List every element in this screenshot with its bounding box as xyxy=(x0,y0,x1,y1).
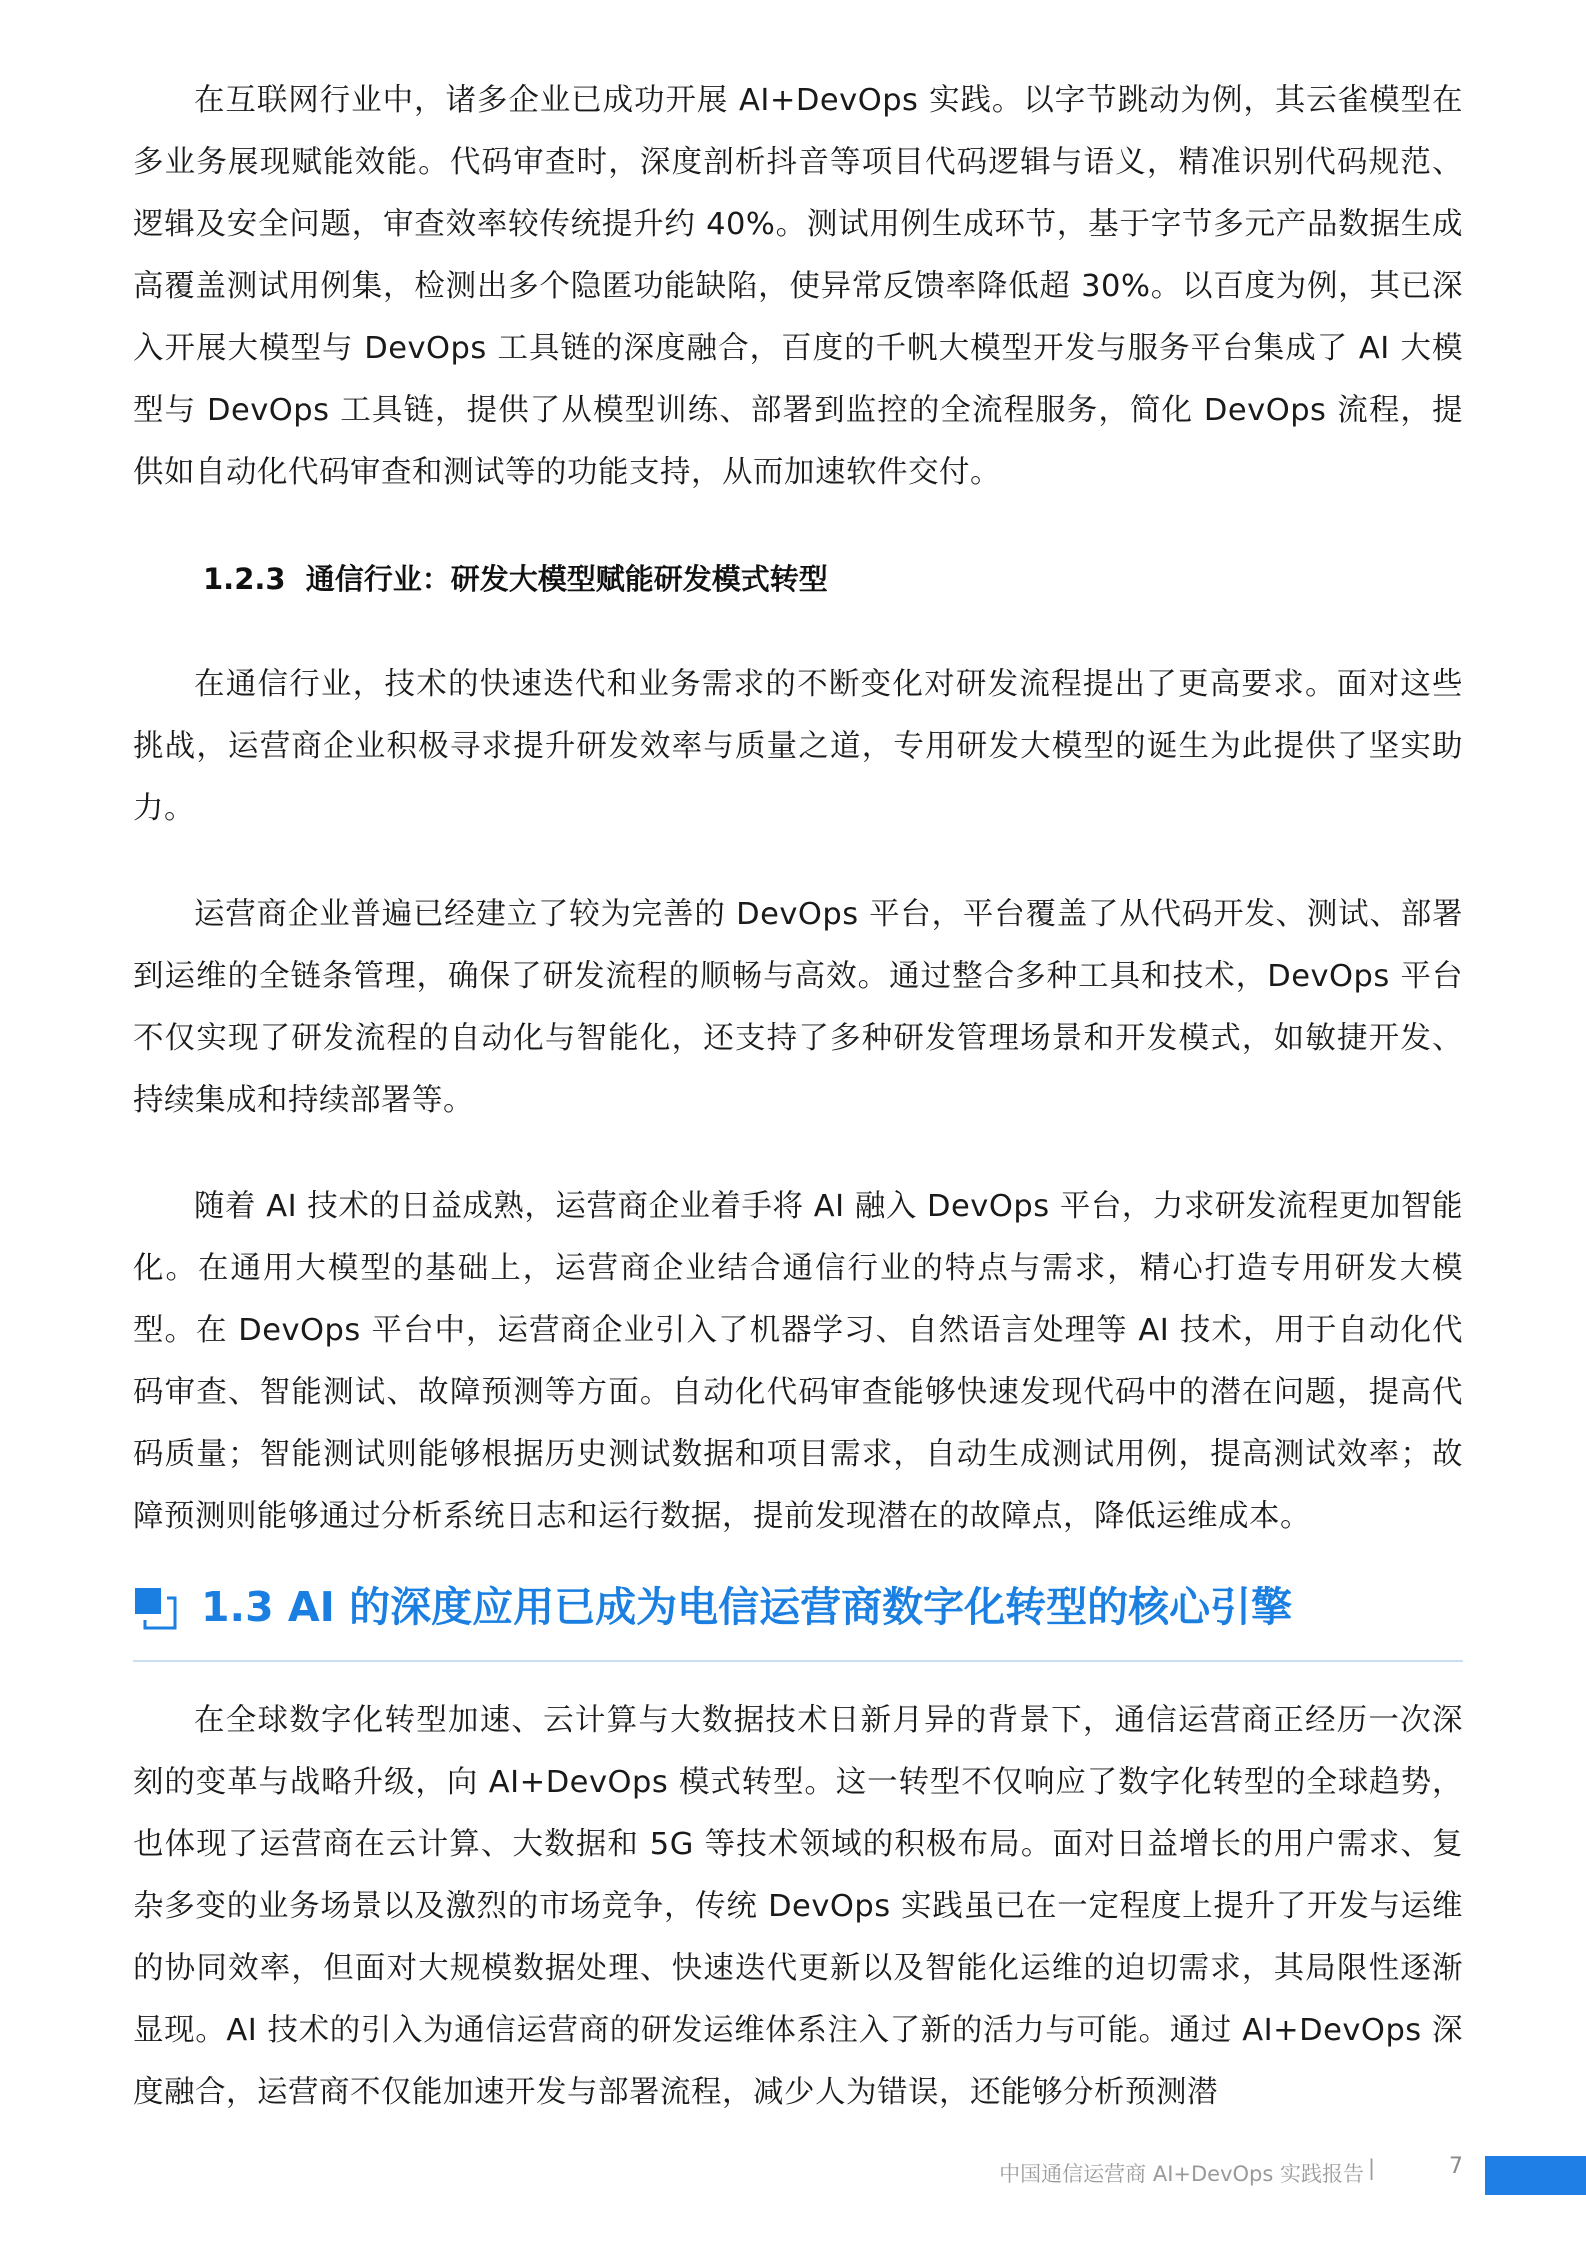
page-footer xyxy=(0,2152,1586,2192)
subsection-title: 通信行业：研发大模型赋能研发模式转型 xyxy=(305,562,828,596)
paragraph-internet-industry: 在互联网行业中，诸多企业已成功开展 AI+DevOps 实践。以字节跳动为例，其云雀模型在多业务展现赋能效能。代码审查时，深度剖析抖音等项目代码逻辑与语义，精准识别代码规范、逻辑及安全问题，审查效率较传统提升约 40%。测试用例生成环节，基于字节多元产品数据生成高覆盖测试用例集，检测出多个隐匿功能缺陷，使异常反馈率降低超 30%。以百度为例，其已深入开展大模型与 DevOps 工具链的深度融合，百度的千帆大模型开发与服务平台集成了 AI 大模型与 DevOps 工具链，提供了从模型训练、部署到监控的全流程服务，简化 DevOps 流程，提供如自动化代码审查和测试等的功能支持，从而加速软件交付。 xyxy=(133,83,1463,490)
spacer xyxy=(133,1132,1463,1176)
paragraph-devops-platform: 运营商企业普遍已经建立了较为完善的 DevOps 平台，平台覆盖了从代码开发、测试、部署到运维的全链条管理，确保了研发流程的顺畅与高效。通过整合多种工具和技术，DevOps 平台不仅实现了研发流程的自动化与智能化，还支持了多种研发管理场景和开发模式，如敏捷开发、持续集成和持续部署等。 xyxy=(133,897,1463,1118)
paragraph-telecom-intro: 在通信行业，技术的快速迭代和业务需求的不断变化对研发流程提出了更高要求。面对这些挑战，运营商企业积极寻求提升研发效率与质量之道，专用研发大模型的诞生为此提供了坚实助力。 xyxy=(133,667,1463,826)
page-number: 7 xyxy=(1449,2154,1463,2179)
page-tab-decoration xyxy=(1485,2156,1586,2195)
paragraph-ai-integration: 随着 AI 技术的日益成熟，运营商企业着手将 AI 融入 DevOps 平台，力求研发流程更加智能化。在通用大模型的基础上，运营商企业结合通信行业的特点与需求，精心打造专用研发大模型。在 DevOps 平台中，运营商企业引入了机器学习、自然语言处理等 AI 技术，用于自动化代码审查、智能测试、故障预测等方面。自动化代码审查能够快速发现代码中的潜在问题，提高代码质量；智能测试则能够根据历史测试数据和项目需求，自动生成测试用例，提高测试效率；故障预测则能够通过分析系统日志和运行数据，提前发现潜在的故障点，降低运维成本。 xyxy=(133,1189,1463,1534)
section-heading xyxy=(133,1568,1463,1662)
subsection-number: 1.2.3 xyxy=(203,562,286,596)
footer-report-title: 中国通信运营商 AI+DevOps 实践报告 xyxy=(999,2162,1364,2186)
footer-separator: | xyxy=(1368,2156,1376,2180)
spacer xyxy=(133,504,1463,548)
section-title: 1.3 AI 的深度应用已成为电信运营商数字化转型的核心引擎 xyxy=(201,1583,1293,1631)
subsection-heading xyxy=(133,548,1463,610)
paragraph-digital-transformation: 在全球数字化转型加速、云计算与大数据技术日新月异的背景下，通信运营商正经历一次深刻的变革与战略升级，向 AI+DevOps 模式转型。这一转型不仅响应了数字化转型的全球趋势，也体现了运营商在云计算、大数据和 5G 等技术领域的积极布局。面对日益增长的用户需求、复杂多变的业务场景以及激烈的市场竞争，传统 DevOps 实践虽已在一定程度上提升了开发与运维的协同效率，但面对大规模数据处理、快速迭代更新以及智能化运维的迫切需求，其局限性逐渐显现。AI 技术的引入为通信运营商的研发运维体系注入了新的活力与可能。通过 AI+DevOps 深度融合，运营商不仅能加速开发与部署流程，减少人为错误，还能够分析预测潜 xyxy=(133,1703,1463,2110)
page-body xyxy=(133,70,1463,2124)
square-bracket-icon xyxy=(133,1586,179,1632)
spacer xyxy=(133,840,1463,884)
spacer xyxy=(133,610,1463,654)
